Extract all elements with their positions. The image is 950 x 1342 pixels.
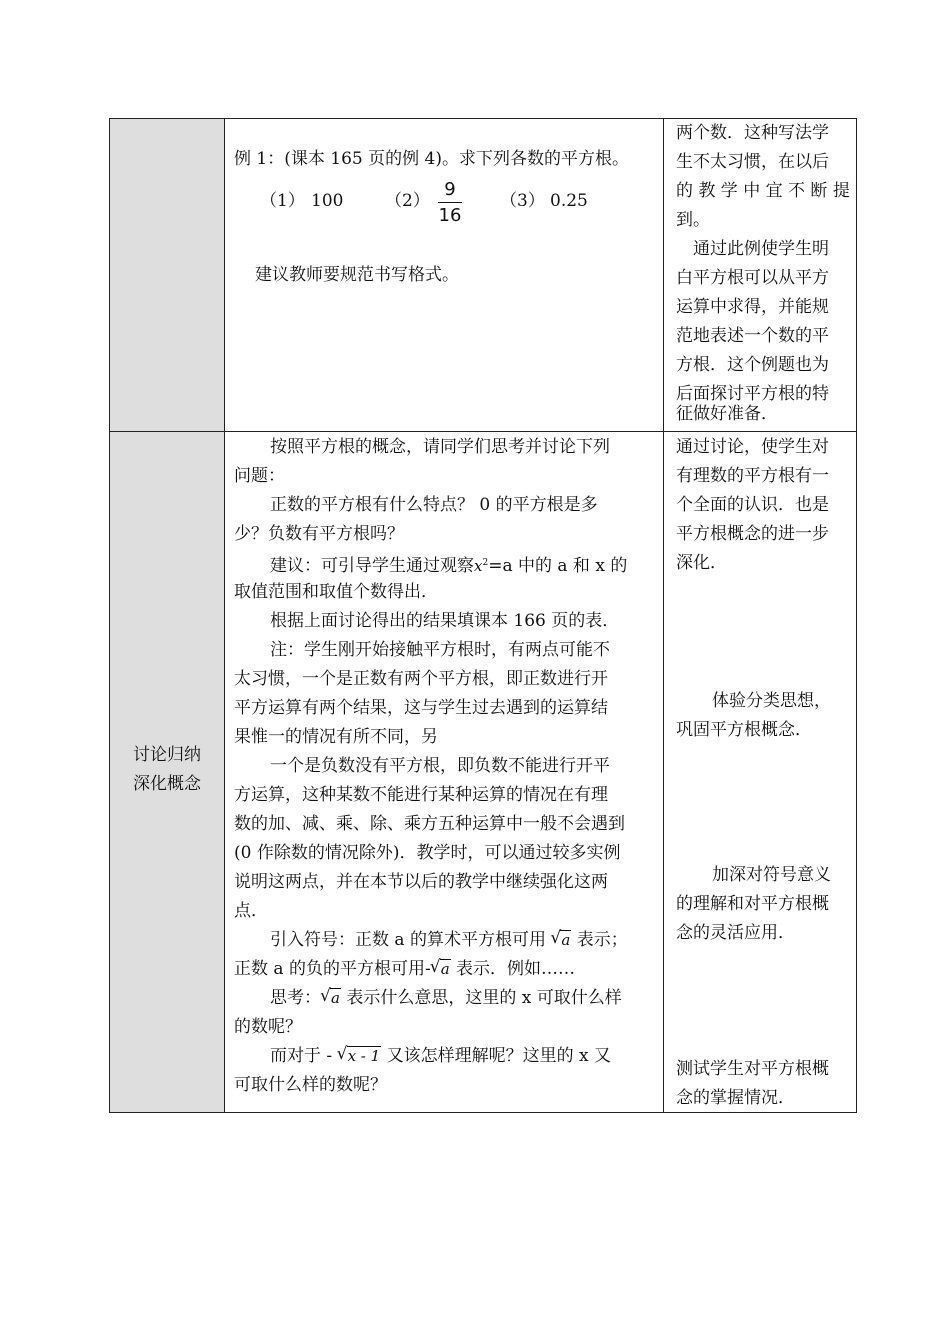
row1-note-line: 生不太习惯，在以后: [676, 152, 829, 172]
discussion-line: 可取什么样的数呢？: [234, 1075, 387, 1095]
row2-note-line: 加深对符号意义: [712, 865, 831, 885]
discussion-line: 引入符号：正数 a 的算术平方根可用 √ a 表示；: [270, 926, 628, 955]
discussion-line: 太习惯，一个是正数有两个平方根，即正数进行开: [234, 669, 608, 689]
fraction-denominator: 16: [438, 205, 462, 226]
row1-note-line: 两个数．这种写法学: [676, 123, 829, 143]
row2-note-line: 念的掌握情况．: [676, 1088, 795, 1108]
discussion-line: 根据上面讨论得出的结果填课本 166 页的表．: [270, 611, 620, 631]
column-divider-2: [663, 119, 664, 1112]
x-squared-expression: $x^2$: [474, 557, 489, 575]
discussion-line: 点．: [234, 901, 268, 921]
row2-note-line: 巩固平方根概念．: [676, 720, 812, 740]
sqrt-a-symbol: √ a: [321, 984, 341, 1013]
example-item-1-num: （1）: [260, 191, 305, 211]
discussion-line: 问题：: [234, 466, 285, 486]
discussion-line: 思考：√ a 表示什么意思，这里的 x 可取什么样: [270, 984, 622, 1013]
discussion-line: 果惟一的情况有所不同，另: [234, 727, 438, 747]
row-divider: [110, 431, 856, 432]
row2-stage-label-line1: 讨论归纳: [133, 745, 201, 765]
discussion-line: 少？负数有平方根吗？: [234, 524, 404, 544]
row2-note-line: 体验分类思想，: [712, 691, 831, 711]
row2-note-line: 深化．: [676, 553, 727, 573]
lesson-table: [109, 118, 857, 1113]
discussion-line: (0 作除数的情况除外)．教学时，可以通过较多实例: [234, 843, 621, 863]
row2-note-line: 有理数的平方根有一: [676, 466, 829, 486]
discussion-line: 数的加、减、乘、除、乘方五种运算中一般不会遇到: [234, 814, 625, 834]
discussion-line: 正数的平方根有什么特点？ 0 的平方根是多: [270, 495, 598, 515]
row1-note-line: 运算中求得，并能规: [676, 297, 829, 317]
discussion-line: 正数 a 的负的平方根可用-√ a 表示．例如……: [234, 955, 575, 984]
stage-column: [110, 119, 224, 1112]
row1-note-line: 征做好准备．: [676, 404, 778, 424]
discussion-line: 平方运算有两个结果，这与学生过去遇到的运算结: [234, 698, 608, 718]
row2-note-line: 个全面的认识．也是: [676, 495, 829, 515]
row2-note-line: 的理解和对平方根概: [676, 894, 829, 914]
discussion-line: [270, 549, 627, 581]
fraction-numerator: 9: [444, 179, 456, 200]
sqrt-a-symbol: √ a: [431, 955, 451, 984]
row2-note-line: 测试学生对平方根概: [676, 1059, 829, 1079]
example-item-3-num: （3）: [500, 191, 545, 211]
discussion-line: 一个是负数没有平方根，即负数不能进行开平: [270, 756, 610, 776]
row2-note-line: 平方根概念的进一步: [676, 524, 829, 544]
fraction-nine-sixteenths: [438, 179, 462, 226]
suggestion-text: 建议教师要规范书写格式。: [255, 265, 459, 285]
example-item-3-value: 0.25: [550, 191, 588, 211]
suggestion-observe: 建议：可引导学生通过观察: [270, 556, 474, 576]
row1-note-line: 白平方根可以从平方: [676, 268, 829, 288]
discussion-line: 取值范围和取值个数得出．: [234, 582, 438, 602]
example-item-2-num: （2）: [385, 191, 430, 211]
sqrt-x-minus-1-symbol: √ x - 1: [338, 1042, 382, 1071]
row1-note-line: 的 教 学 中 宜 不 断 提: [676, 181, 850, 201]
row1-note-line: 到。: [676, 210, 710, 230]
discussion-line: 说明这两点，并在本节以后的教学中继续强化这两: [234, 872, 608, 892]
discussion-line: 的数呢？: [234, 1017, 302, 1037]
discussion-line: 而对于 - √ x - 1 又该怎样理解呢？这里的 x 又: [270, 1042, 611, 1071]
fraction-bar: [438, 202, 462, 203]
discussion-line: 方运算，这种某数不能进行某种运算的情况在有理: [234, 785, 608, 805]
column-divider-1: [224, 119, 225, 1112]
row2-stage-label-line2: 深化概念: [133, 774, 201, 794]
row1-note-line: 后面探讨平方根的特: [676, 384, 829, 404]
row1-note-line: 方根．这个例题也为: [676, 355, 829, 375]
row1-note-line: 通过此例使学生明: [693, 239, 829, 259]
discussion-line: 注：学生刚开始接触平方根时，有两点可能不: [270, 640, 610, 660]
row1-note-line: 范地表述一个数的平: [676, 326, 829, 346]
row2-note-line: 通过讨论，使学生对: [676, 437, 829, 457]
example-item-1-value: 100: [311, 191, 344, 211]
row2-note-line: 念的灵活应用．: [676, 923, 795, 943]
example-title: 例 1：(课本 165 页的例 4)。求下列各数的平方根。: [234, 149, 629, 169]
sqrt-a-symbol: √ a: [551, 926, 571, 955]
suggestion-observe-rest: =a 中的 a 和 x 的: [488, 556, 628, 576]
discussion-line: 按照平方根的概念，请同学们思考并讨论下列: [270, 437, 610, 457]
